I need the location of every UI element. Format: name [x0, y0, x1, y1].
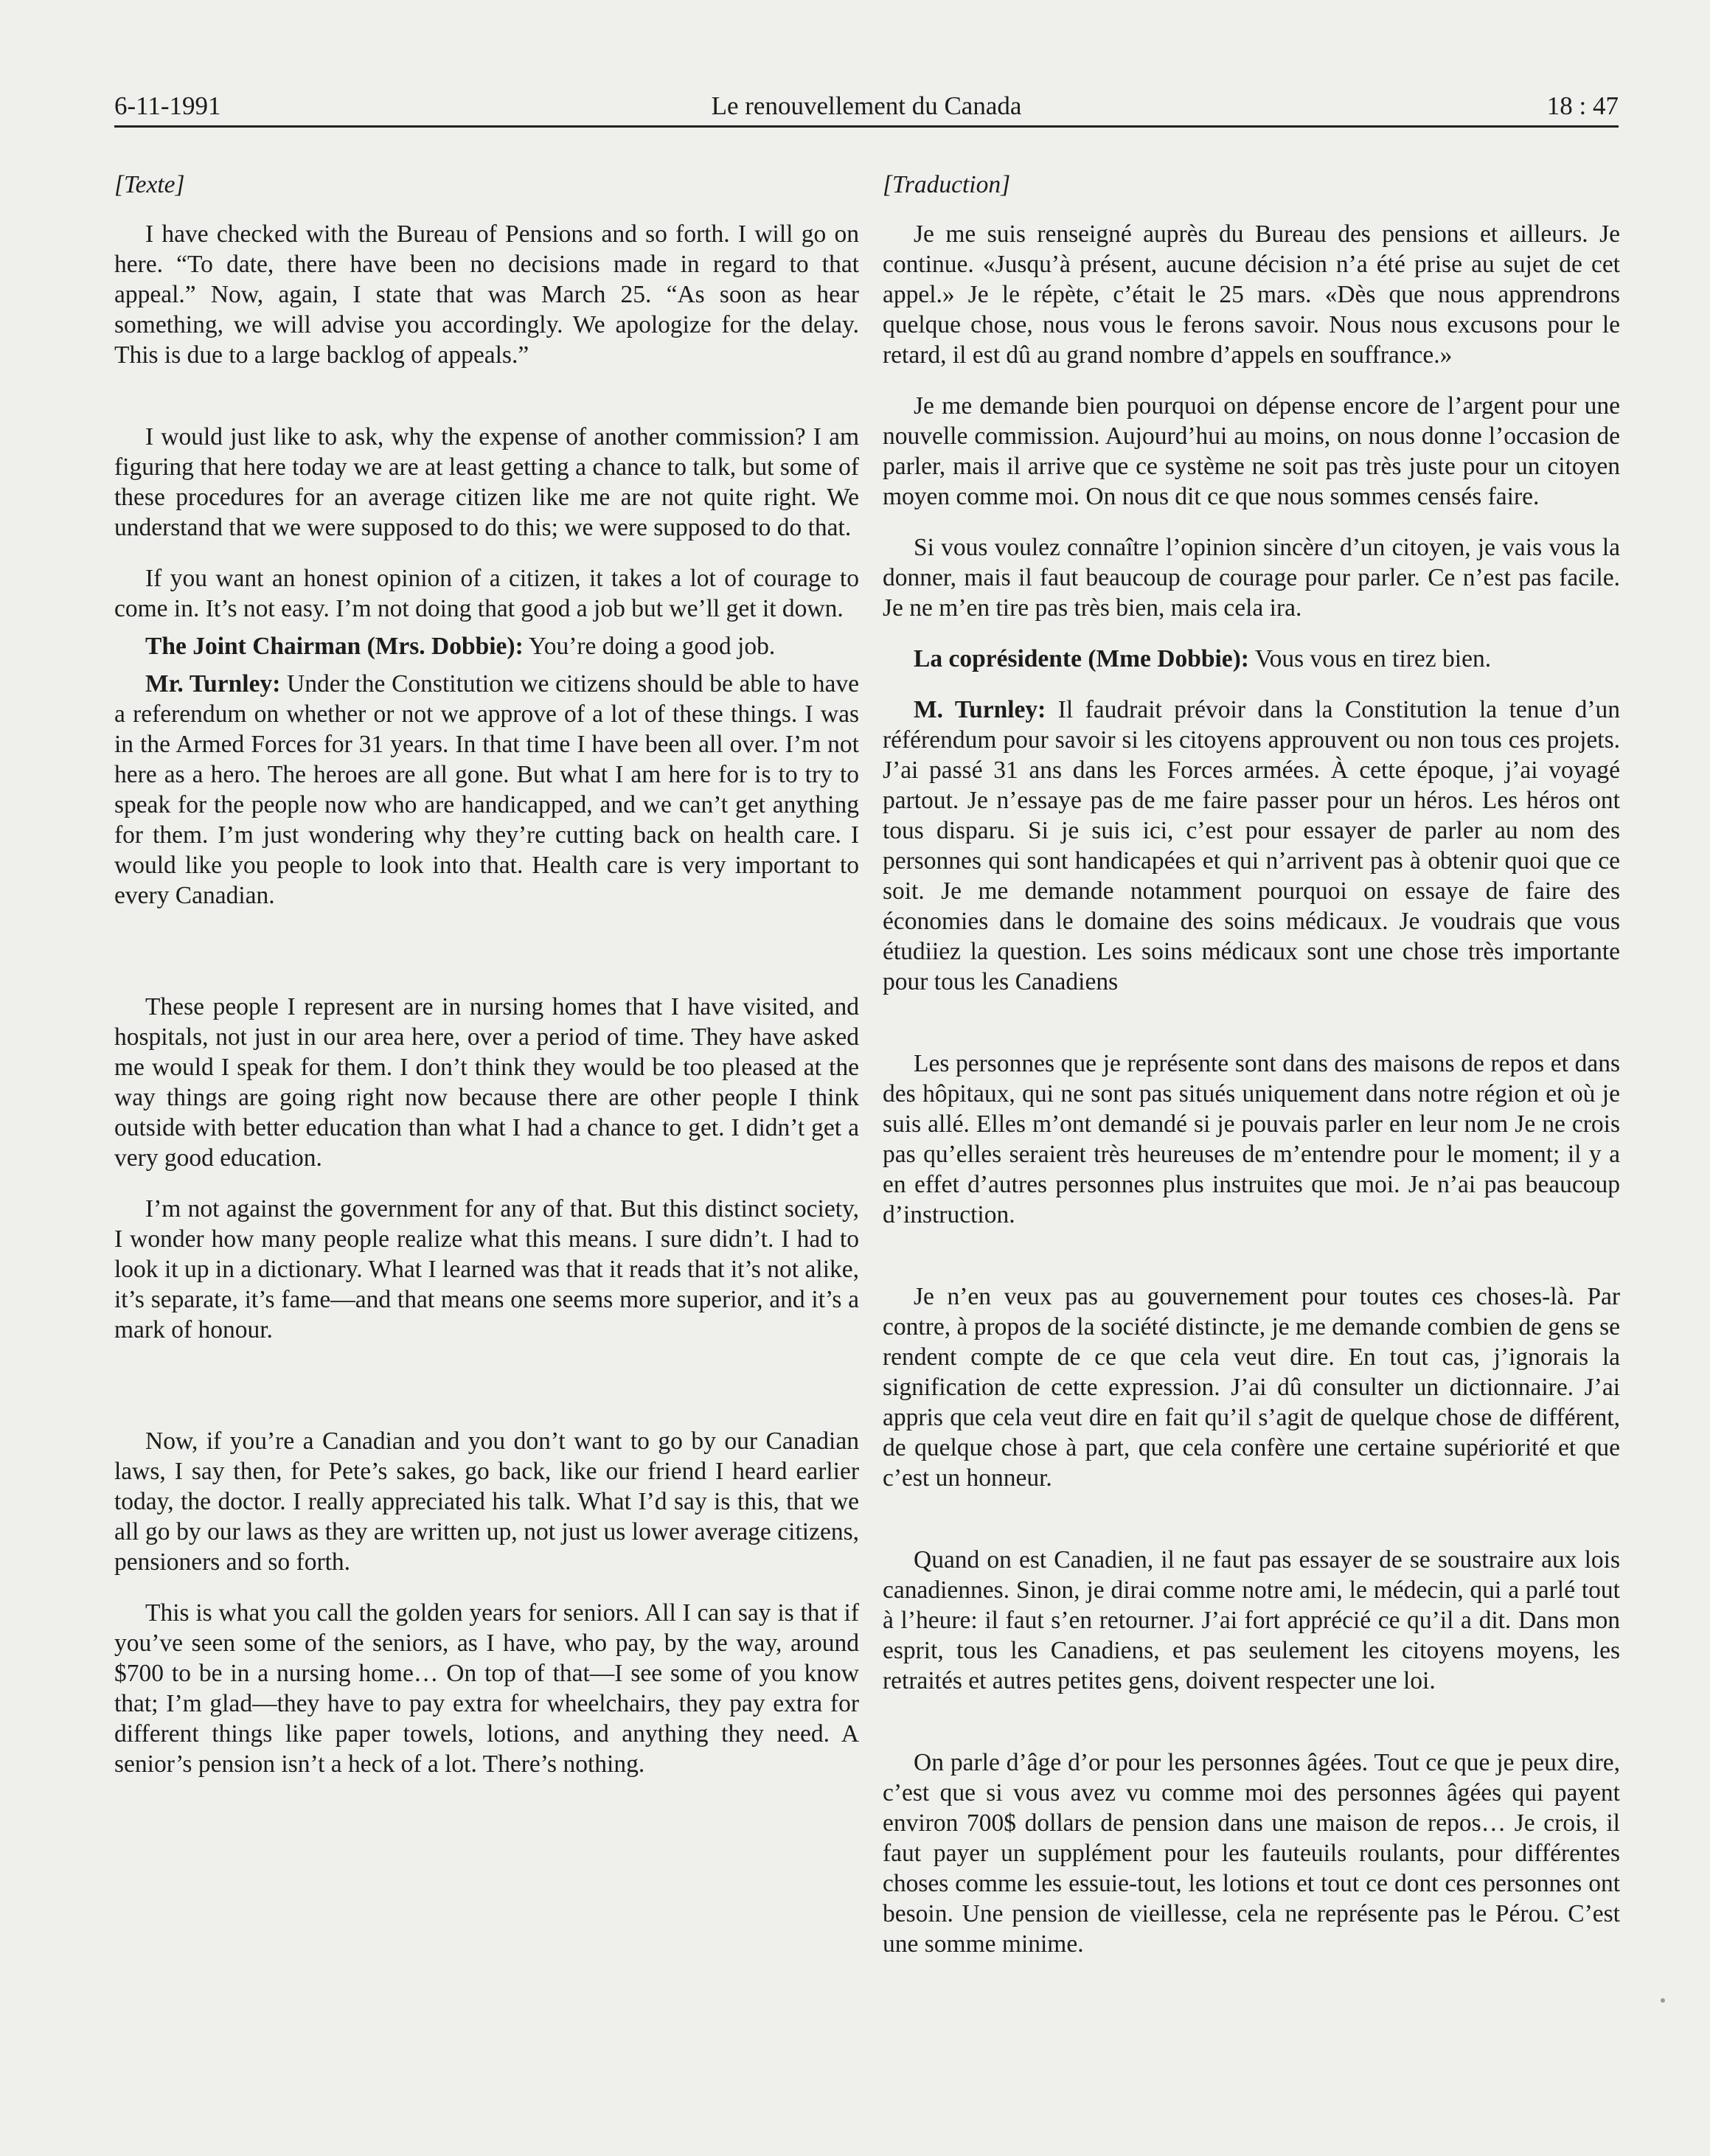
french-column [883, 170, 1620, 1959]
paragraph: If you want an honest opinion of a citizen, it takes a lot of courage to come in. It’s not easy. I’m not doing that good a job but we’ll get it down. [114, 565, 859, 622]
english-column [114, 170, 859, 1779]
header-title: Le renouvellement du Canada [711, 91, 1022, 120]
speaker-label: Mr. Turnley: [145, 670, 281, 698]
paragraph: These people I represent are in nursing homes that I have visited, and hospitals, not just in our area here, over a period of time. They have asked me would I speak for them. I don’t think they would be too pleased at the way things are going right now because there are other people I think outside with better education than what I had a chance to get. I didn’t get a very good education. [114, 993, 859, 1172]
paragraph: I would just like to ask, why the expense of another commission? I am figuring that here today we are at least getting a chance to talk, but some of these procedures for an average citizen like me are not quite right. We understand that we were supposed to do this; we were supposed to do that. [114, 423, 859, 541]
speech-text: You’re doing a good job. [523, 633, 776, 660]
paragraph: Je me demande bien pourquoi on dépense encore de l’argent pour une nouvelle commission. Aujourd’hui au moins, on nous donne l’occasion de parler, mais il arrive que ce système ne soit pas très juste pour un citoyen moyen comme moi. On nous dit ce que nous sommes censés faire. [883, 392, 1620, 510]
paragraph [883, 695, 1620, 997]
running-header [114, 80, 1619, 128]
paragraph [114, 669, 859, 911]
margin-speck [1661, 1998, 1665, 2003]
header-date: 6-11-1991 [114, 91, 221, 120]
speech-text: Vous vous en tirez bien. [1248, 645, 1492, 672]
header-page-number: 18 : 47 [1546, 91, 1619, 120]
paragraph: Quand on est Canadien, il ne faut pas essayer de se soustraire aux lois canadiennes. Sinon, je dirai comme notre ami, le médecin, qui a parlé tout à l’heure: il faut s’en retourner. J’ai fort apprécié ce qu’il a dit. Dans mon esprit, tous les Canadiens, et pas seulement les citoyens moyens, les retraités et autres petites gens, doivent respecter une loi. [883, 1546, 1620, 1694]
paragraph: On parle d’âge d’or pour les personnes âgées. Tout ce que je peux dire, c’est que si vous avez vu comme moi des personnes âgées qui payent environ 700$ dollars de pension dans une maison de repos… Je crois, il faut payer un supplément pour les fauteuils roulants, pour différentes choses comme les essuie-tout, les lotions et tout ce dont ces personnes ont besoin. Une pension de vieillesse, cela ne représente pas le Pérou. C’est une somme minime. [883, 1749, 1620, 1958]
speech-text: Under the Constitution we citizens should be able to have a referendum on whether or not we approve of a lot of these things. I was in the Armed Forces for 31 years. In that time I have been all over. I’m not here as a hero. The heroes are all gone. But what I am here for is to try to speak for the people now who are handicapped, and we can’t get anything for them. I’m just wondering why they’re cutting back on health care. I would like you people to look into that. Health care is very important to every Canadian. [114, 670, 859, 909]
paragraph: Si vous voulez connaître l’opinion sincère d’un citoyen, je vais vous la donner, mais il faut beaucoup de courage pour parler. Ce n’est pas facile. Je ne m’en tire pas très bien, mais cela ira. [883, 534, 1620, 622]
paragraph [114, 631, 859, 661]
column-tag: [Traduction] [883, 171, 1011, 198]
paragraph: Je n’en veux pas au gouvernement pour toutes ces choses-là. Par contre, à propos de la société distincte, je me demande combien de gens se rendent compte de ce que cela veut dire. En tout cas, j’ignorais la signification de cette expression. J’ai dû consulter un dictionnaire. J’ai appris que cela veut dire en fait qu’il s’agit de quelque chose de différent, de quelque chose à part, que cela confère une certaine supériorité et que c’est un honneur. [883, 1283, 1620, 1492]
paragraph: Je me suis renseigné auprès du Bureau des pensions et ailleurs. Je continue. «Jusqu’à présent, aucune décision n’a été prise au sujet de cet appel.» Je le répète, c’était le 25 mars. «Dès que nous apprendrons quelque chose, nous vous le ferons savoir. Nous nous excusons pour le retard, il est dû au grand nombre d’appels en souffrance.» [883, 220, 1620, 369]
speech-text: Il faudrait prévoir dans la Constitution la tenue d’un référendum pour savoir si les citoyens approuvent ou non tous ces projets. J’ai passé 31 ans dans les Forces armées. À cette époque, j’ai voyagé partout. Je n’essaye pas de me faire passer pour un héros. Les héros ont tous disparu. Si je suis ici, c’est pour essayer de parler au nom des personnes qui sont handicapées et qui n’arrivent pas à obtenir quoi que ce soit. Je me demande notamment pourquoi on essaye de faire des économies dans le domaine des soins médicaux. Je voudrais que vous étudiiez la question. Les soins médicaux sont une chose très importante pour tous les Canadiens [883, 696, 1620, 995]
paragraph: I’m not against the government for any of that. But this distinct society, I wonder how many people realize what this means. I sure didn’t. I had to look it up in a dictionary. What I learned was that it reads that it’s not alike, it’s separate, it’s fame—and that means one seems more superior, and it’s a mark of honour. [114, 1195, 859, 1343]
speaker-label: La coprésidente (Mme Dobbie): [914, 645, 1249, 672]
paragraph: I have checked with the Bureau of Pensions and so forth. I will go on here. “To date, there have been no decisions made in regard to that appeal.” Now, again, I state that was March 25. “As soon as hear something, we will advise you accordingly. We apologize for the delay. This is due to a large backlog of appeals.” [114, 220, 859, 369]
column-tag: [Texte] [114, 171, 185, 198]
paragraph: Les personnes que je représente sont dans des maisons de repos et dans des hôpitaux, qui ne sont pas situés uniquement dans notre région et où je suis allé. Elles m’ont demandé si je pouvais parler en leur nom Je ne crois pas qu’elles seraient très heureuses de m’entendre pour le moment; il y a en effet d’autres personnes plus instruites que moi. Je n’ai pas beaucoup d’instruction. [883, 1050, 1620, 1228]
paragraph: Now, if you’re a Canadian and you don’t want to go by our Canadian laws, I say then, for Pete’s sakes, go back, like our friend I heard earlier today, the doctor. I really appreciated his talk. What I’d say is this, that we all go by our laws as they are written up, not just us lower average citizens, pensioners and so forth. [114, 1428, 859, 1576]
speaker-label: The Joint Chairman (Mrs. Dobbie): [145, 633, 524, 660]
paragraph: This is what you call the golden years for seniors. All I can say is that if you’ve seen some of the seniors, as I have, who pay, by the way, around $700 to be in a nursing home… On top of that—I see some of you know that; I’m glad—they have to pay extra for wheelchairs, they pay extra for different things like paper towels, lotions, and anything they need. A senior’s pension isn’t a heck of a lot. There’s nothing. [114, 1599, 859, 1778]
speaker-label: M. Turnley: [914, 696, 1046, 723]
paragraph [883, 644, 1620, 674]
